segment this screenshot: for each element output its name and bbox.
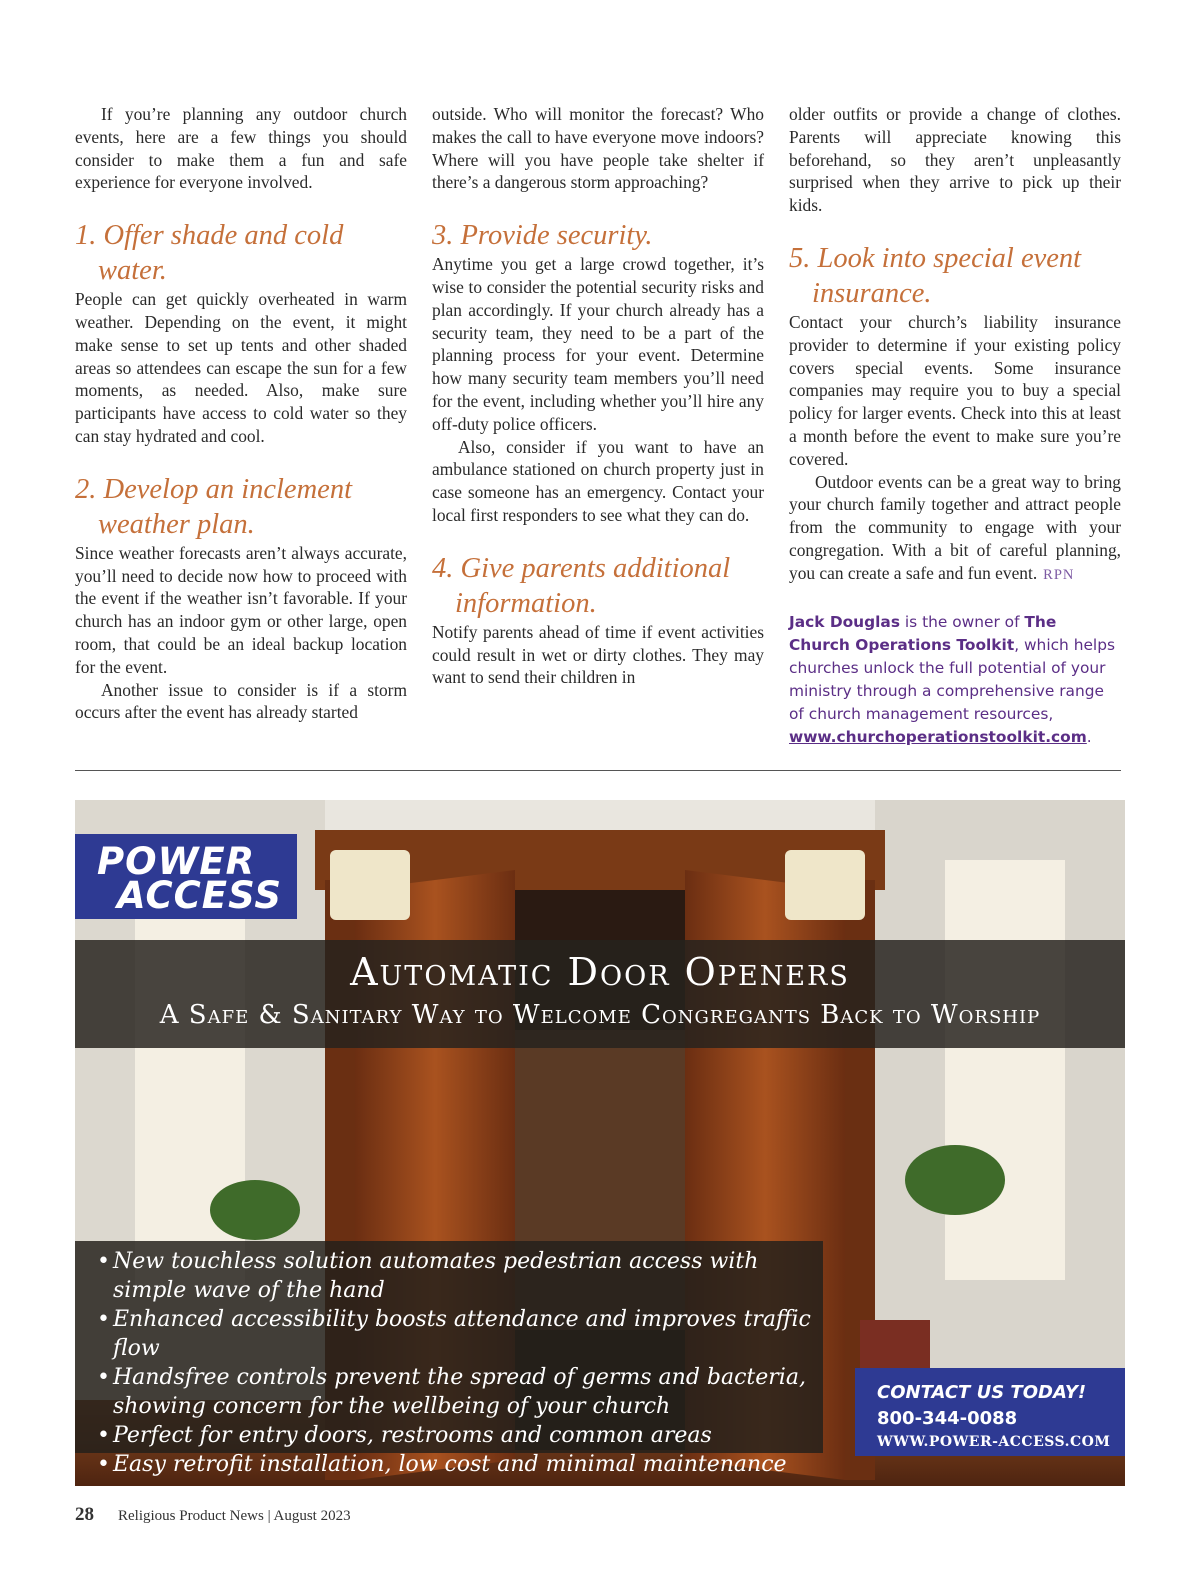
page-footer <box>75 1504 351 1526</box>
ad-bullet: • Enhanced accessibility boosts attendance and improves traffic flow <box>97 1305 823 1363</box>
power-access-advertisement[interactable] <box>75 800 1125 1486</box>
heading-inclement-weather: 2. Develop an inclement weather plan. <box>75 473 352 540</box>
ad-headline-band <box>75 940 1125 1048</box>
ad-bullet: • Perfect for entry doors, restrooms and common areas <box>97 1421 823 1450</box>
ad-subheadline: A Safe & Sanitary Way to Welcome Congregants Back to Worship <box>159 1000 1041 1030</box>
heading-parents: 4. Give parents additional information. <box>432 552 731 619</box>
bio-text-2: , which helps churches unlock the full potential of your ministry through a comprehensive range of church management resources, <box>789 635 1115 723</box>
power-access-logo <box>75 834 297 919</box>
logo-line-2: ACCESS <box>117 874 283 917</box>
paragraph-ambulance: Also, consider if you want to have an ambulance stationed on church property just in case someone has an emergency. Contact your local first responders to see what they can do. <box>432 436 764 525</box>
article-column-2 <box>432 103 764 689</box>
author-bio <box>789 611 1121 749</box>
paragraph-forecast: outside. Who will monitor the forecast? Who makes the call to have everyone move indoors? Where will you have people take shelter if there’s a dangerous storm approaching? <box>432 104 764 193</box>
rpn-signoff: RPN <box>1043 566 1075 583</box>
bio-text-1: is the owner of <box>899 612 1025 631</box>
paragraph-clothes: older outfits or provide a change of clothes. Parents will appreciate knowing this beforehand, so they aren’t unpleasantly surprised when they arrive to pick up their kids. <box>789 104 1121 216</box>
article-column-1 <box>75 103 407 724</box>
author-name: Jack Douglas <box>789 612 900 631</box>
article-column-3 <box>789 103 1121 749</box>
publication-info: Religious Product News | August 2023 <box>118 1508 351 1524</box>
paragraph-conclusion <box>789 471 1121 587</box>
heading-security: 3. Provide security. <box>432 220 653 252</box>
paragraph-storm: Another issue to consider is if a storm occurs after the event has already started <box>75 679 407 723</box>
bio-text-3: . <box>1086 727 1092 746</box>
paragraph-shade: People can get quickly overheated in warm weather. Depending on the event, it might make sense to set up tents and other shaded areas so attendees can escape the sun for a few moments, as needed. Also, make sure participants have access to cold water so they can stay hydrated and cool. <box>75 289 407 446</box>
conclusion-text: Outdoor events can be a great way to bring your church family together and attract people from the community to engage with your congregation. With a bit of careful planning, you can create a safe and fun event. <box>789 471 1121 583</box>
toolkit-website-link[interactable]: www.churchoperationstoolkit.com <box>789 727 1087 746</box>
ad-bullets-band <box>75 1241 823 1477</box>
contact-website[interactable]: WWW.POWER-ACCESS.COM <box>877 1434 1111 1450</box>
contact-phone[interactable]: 800-344-0088 <box>877 1408 1018 1429</box>
ad-headline: Automatic Door Openers <box>350 950 850 994</box>
section-divider <box>75 770 1121 771</box>
ad-bullet: • New touchless solution automates pedestrian access with simple wave of the hand <box>97 1247 823 1305</box>
ad-bullet: • Handsfree controls prevent the spread of germs and bacteria, showing concern for the wellbeing of your church <box>97 1363 823 1421</box>
ad-bullet-list <box>75 1241 823 1479</box>
paragraph-parents: Notify parents ahead of time if event activities could result in wet or dirty clothes. They may want to send their children in <box>432 621 764 688</box>
logo-line-1: POWER <box>97 840 256 883</box>
heading-insurance: 5. Look into special event insurance. <box>789 242 1082 309</box>
page-number: 28 <box>75 1504 94 1525</box>
intro-paragraph: If you’re planning any outdoor church events, here are a few things you should consider to make them a fun and safe experience for everyone involved. <box>75 104 407 193</box>
company-name: The Church Operations Toolkit <box>789 612 1057 654</box>
ad-contact-box[interactable] <box>855 1368 1125 1456</box>
ad-bullet: • Easy retrofit installation, low cost and minimal maintenance <box>97 1450 823 1479</box>
paragraph-insurance: Contact your church’s liability insurance provider to determine if your existing policy covers special events. Some insurance companies may require you to buy a special policy for larger events. Check into this at least a month before the event to make sure you’re covered. <box>789 311 1121 469</box>
paragraph-security: Anytime you get a large crowd together, it’s wise to consider the potential security risks and plan accordingly. If your church already has a security team, they need to be a part of the planning process for your event. Determine how many security team members you’ll need for the event, including whether you’ll hire any off-duty police officers. <box>432 254 764 434</box>
heading-offer-shade: 1. Offer shade and cold water. <box>75 220 344 287</box>
contact-title: CONTACT US TODAY! <box>877 1382 1087 1403</box>
paragraph-weather: Since weather forecasts aren’t always accurate, you’ll need to decide now how to proceed with the event if the weather isn’t favorable. If your church has an indoor gym or other large, open room, that could be an ideal backup location for the event. <box>75 542 407 677</box>
